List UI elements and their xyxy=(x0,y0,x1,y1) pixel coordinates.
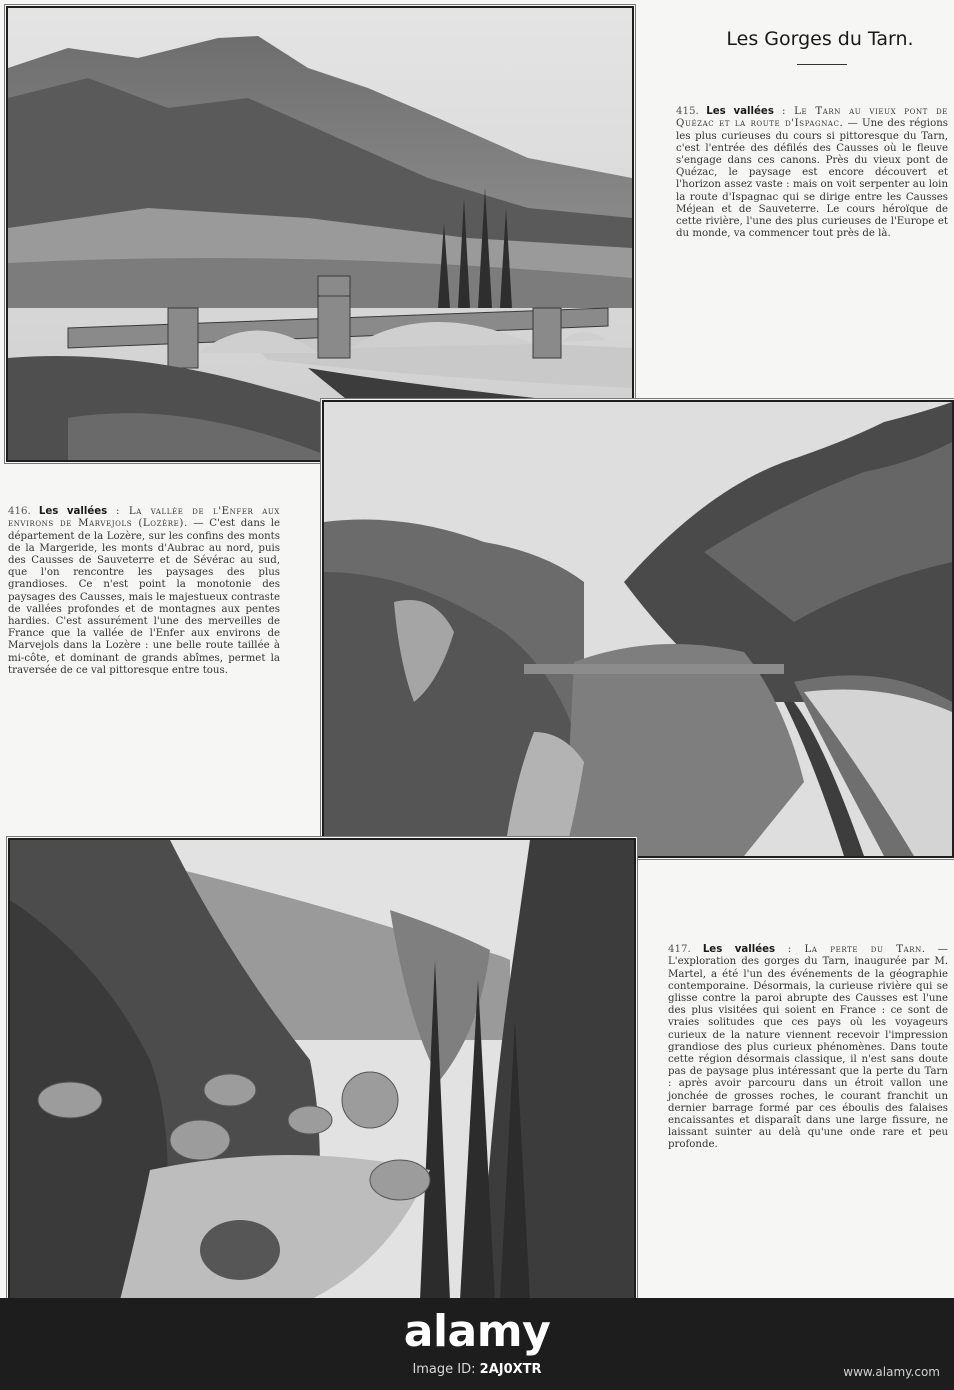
caption-number: 416. xyxy=(8,506,31,518)
caption-subtitle: : La vallée de l'Enfer aux environs de Marvejols (Lozère). xyxy=(8,506,280,530)
caption-417 xyxy=(668,944,948,1151)
caption-body: — L'exploration des gorges du Tarn, inaugurée par M. Martel, a été l'un des événements de la géographie contemporaine. Désormais, la curieuse rivière qui se glisse contre la paroi abrupte des Causses est l'une des plus visitées qui soient en France : ce sont de vraies solitudes que ces pays où les voyageurs curieux de la nature viennent recevoir l'impression grandiose des plus curieux phénomènes. Dans toute cette région désormais classique, il n'est sans doute pas de paysage plus intéressant que la perte du Tarn : après avoir parcouru dans un étroit vallon une jonchée de grosses roches, le courant franchit un dernier barrage formé par ces éboulis des falaises encaissantes et disparaît dans une large fissure, ne laissant suinter au delà qu'une onde rare et peu profonde. xyxy=(668,944,948,1151)
caption-number: 417. xyxy=(668,944,691,956)
caption-subtitle: : Le Tarn au vieux pont de Quézac et la route d'Ispagnac. xyxy=(676,106,948,130)
caption-415 xyxy=(676,106,948,240)
photo-perte-du-tarn xyxy=(8,838,636,1302)
image-id-value: 2AJ0XTR xyxy=(479,1362,542,1377)
watermark-image-id xyxy=(0,1362,954,1377)
river-rocks-photo xyxy=(10,840,634,1300)
title-divider xyxy=(797,64,847,65)
gorge-road-photo xyxy=(324,402,952,856)
watermark-site: www.alamy.com xyxy=(843,1365,940,1379)
caption-heading: Les vallées xyxy=(706,106,774,118)
photo-vallee-enfer xyxy=(322,400,954,858)
page-title: Les Gorges du Tarn. xyxy=(726,28,914,50)
image-id-label: Image ID: xyxy=(412,1362,476,1377)
bridge-valley-photo xyxy=(8,8,632,460)
caption-body: — C'est dans le département de la Lozère, sur les confins des monts de la Margeride, les monts d'Aubrac au nord, puis des Causses de Sauveterre et de Sévérac au sud, que l'on rencontre les paysages des plus grandioses. Ce n'est point la monotonie des paysages des Causses, mais le majestueux contraste de vallées profondes et de montagnes aux pentes hardies. C'est assurément l'une des merveilles de France que la vallée de l'Enfer aux environs de Marvejols dans la Lozère : une belle route taillée à mi-côte, et dominant de grands abîmes, permet la traversée de ce val pittoresque entre tous. xyxy=(8,518,280,676)
photo-bridge-quezac xyxy=(6,6,634,462)
caption-body: — Une des régions les plus curieuses du cours si pittoresque du Tarn, c'est l'entrée des défilés des Causses où le fleuve s'engage dans ces canons. Près du vieux pont de Quézac, le paysage est encore découvert et l'horizon assez vaste : mais on voit serpenter au loin la route d'Ispagnac qui se dirige entre les Causses Méjean et de Sauveterre. Le cours héroïque de cette rivière, l'une des plus curieuses de l'Europe et du monde, va commencer tout près de là. xyxy=(676,118,948,240)
caption-heading: Les vallées xyxy=(702,944,776,956)
watermark-brand-logo: alamy xyxy=(403,1306,551,1357)
caption-heading: Les vallées xyxy=(38,506,108,518)
caption-subtitle: : La perte du Tarn. xyxy=(775,944,926,956)
caption-number: 415. xyxy=(676,106,699,118)
caption-416 xyxy=(8,506,280,677)
